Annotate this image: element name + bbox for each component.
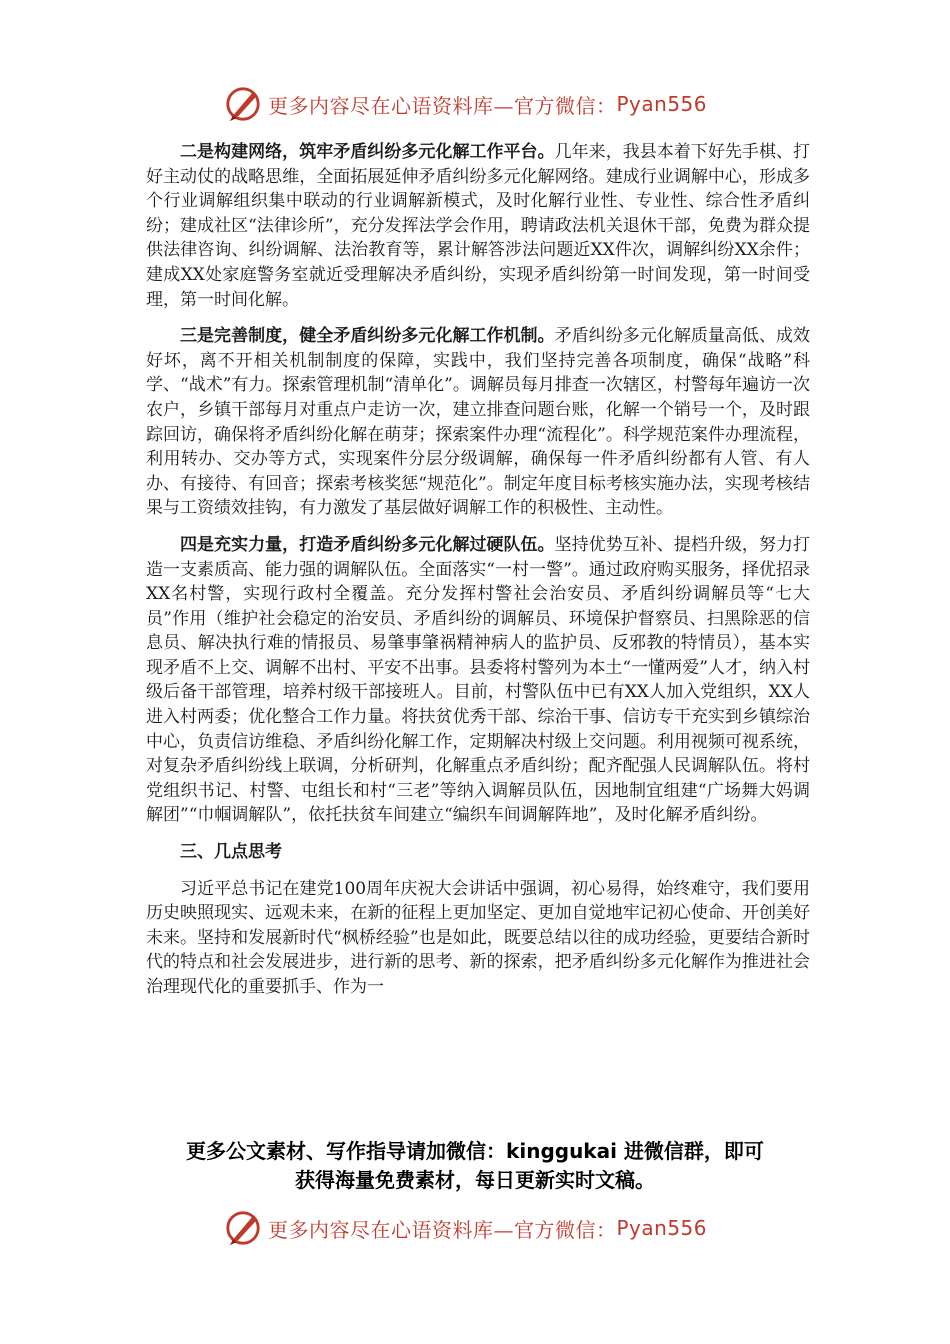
paragraph-network bbox=[146, 140, 810, 312]
paragraph-text: 习近平总书记在建党100周年庆祝大会讲话中强调，初心易得，始终难守，我们要用历史映照现实、远观未来，在新的征程上更加坚定、更加自觉地牢记初心使命、开创美好未来。坚持和发展新时代“枫桥经验”也是如此，既要总结以往的成功经验，更要结合新时代的特点和社会发展进步，进行新的思考、新的探索，把矛盾纠纷多元化解作为推进社会治理现代化的重要抓手、作为一 bbox=[146, 878, 810, 997]
paragraph-system bbox=[146, 324, 810, 521]
watermark-wechat-id: Pyan556 bbox=[616, 1216, 708, 1240]
promo-line-2: 获得海量免费素材，每日更新实时文稿。 bbox=[295, 1168, 655, 1192]
watermark-wechat-id: Pyan556 bbox=[616, 92, 708, 116]
paragraph-heading: 二是构建网络，筑牢矛盾纠纷多元化解工作平台。 bbox=[180, 142, 555, 162]
pen-logo-icon bbox=[224, 85, 262, 123]
paragraph-text: 几年来，我县本着下好先手棋、打好主动仗的战略思维，全面拓展延伸矛盾纠纷多元化解网络。建成行业调解中心，形成多个行业调解组织集中联动的行业调解新模式，及时化解行业性、专业性、综合性矛盾纠纷；建成社区“法律诊所”，充分发挥法学会作用，聘请政法机关退休干部，免费为群众提供法律咨询、纠纷调解、法治教育等，累计解答涉法问题近XX件次，调解纠纷XX余件；建成XX处家庭警务室就近受理解决矛盾纠纷，实现矛盾纠纷第一时间发现，第一时间受理，第一时间化解。 bbox=[146, 142, 811, 310]
watermark-footer bbox=[224, 1208, 744, 1248]
watermark-header bbox=[224, 84, 744, 124]
pen-logo-icon bbox=[224, 1209, 262, 1247]
promo-line-1: 更多公文素材、写作指导请加微信：kinggukai 进微信群，即可 bbox=[186, 1139, 764, 1163]
paragraph-thoughts bbox=[146, 877, 810, 1000]
paragraph-text: 矛盾纠纷多元化解质量高低、成效好坏，离不开相关机制制度的保障，实践中，我们坚持完善各项制度，确保“战略”科学、“战术”有力。探索管理机制“清单化”。调解员每月排查一次辖区，村警每年遍访一次农户，乡镇干部每月对重点户走访一次，建立排查问题台账，化解一个销号一个，及时跟踪回访，确保将矛盾纠纷化解在萌芽；探索案件办理“流程化”。科学规范案件办理流程，利用转办、交办等方式，实现案件分层分级调解，确保每一件矛盾纠纷都有人管、有人办、有接待、有回音；探索考核奖惩“规范化”。制定年度目标考核实施办法，实现考核结果与工资绩效挂钩，有力激发了基层做好调解工作的积极性、主动性。 bbox=[146, 326, 811, 519]
paragraph-text: 坚持优势互补、提档升级，努力打造一支素质高、能力强的调解队伍。全面落实“一村一警”。通过政府购买服务，择优招录XX名村警，实现行政村全覆盖。充分发挥村警社会治安员、矛盾纠纷调解员等“七大员”作用（维护社会稳定的治安员、矛盾纠纷的调解员、环境保护督察员、扫黑除恶的信息员、解决执行难的情报员、易肇事肇祸精神病人的监护员、反邪教的特情员），基本实现矛盾不上交、调解不出村、平安不出事。县委将村警列为本土“一懂两爱”人才，纳入村级后备干部管理，培养村级干部接班人。目前，村警队伍中已有XX人加入党组织，XX人进入村两委；优化整合工作力量。将扶贫优秀干部、综治干事、信访专干充实到乡镇综治中心，负责信访维稳、矛盾纠纷化解工作，定期解决村级上交问题。利用视频可视系统，对复杂矛盾纠纷线上联调，分析研判，化解重点矛盾纠纷；配齐配强人民调解队伍。将村党组织书记、村警、屯组长和村“三老”等纳入调解员队伍，因地制宜组建“广场舞大妈调解团”“巾帼调解队”，依托扶贫车间建立“编织车间调解阵地”，及时化解矛盾纠纷。 bbox=[146, 534, 811, 826]
document-body bbox=[146, 140, 810, 1012]
promo-banner bbox=[120, 1137, 830, 1195]
paragraph-heading: 四是充实力量，打造矛盾纠纷多元化解过硬队伍。 bbox=[180, 534, 555, 555]
paragraph-team bbox=[146, 533, 810, 828]
watermark-site-text: 更多内容尽在心语资料库—官方微信： bbox=[268, 1217, 617, 1242]
section-heading: 三、几点思考 bbox=[180, 842, 282, 863]
paragraph-heading: 三是完善制度，健全矛盾纠纷多元化解工作机制。 bbox=[180, 326, 555, 347]
watermark-site-text: 更多内容尽在心语资料库—官方微信： bbox=[268, 93, 617, 118]
